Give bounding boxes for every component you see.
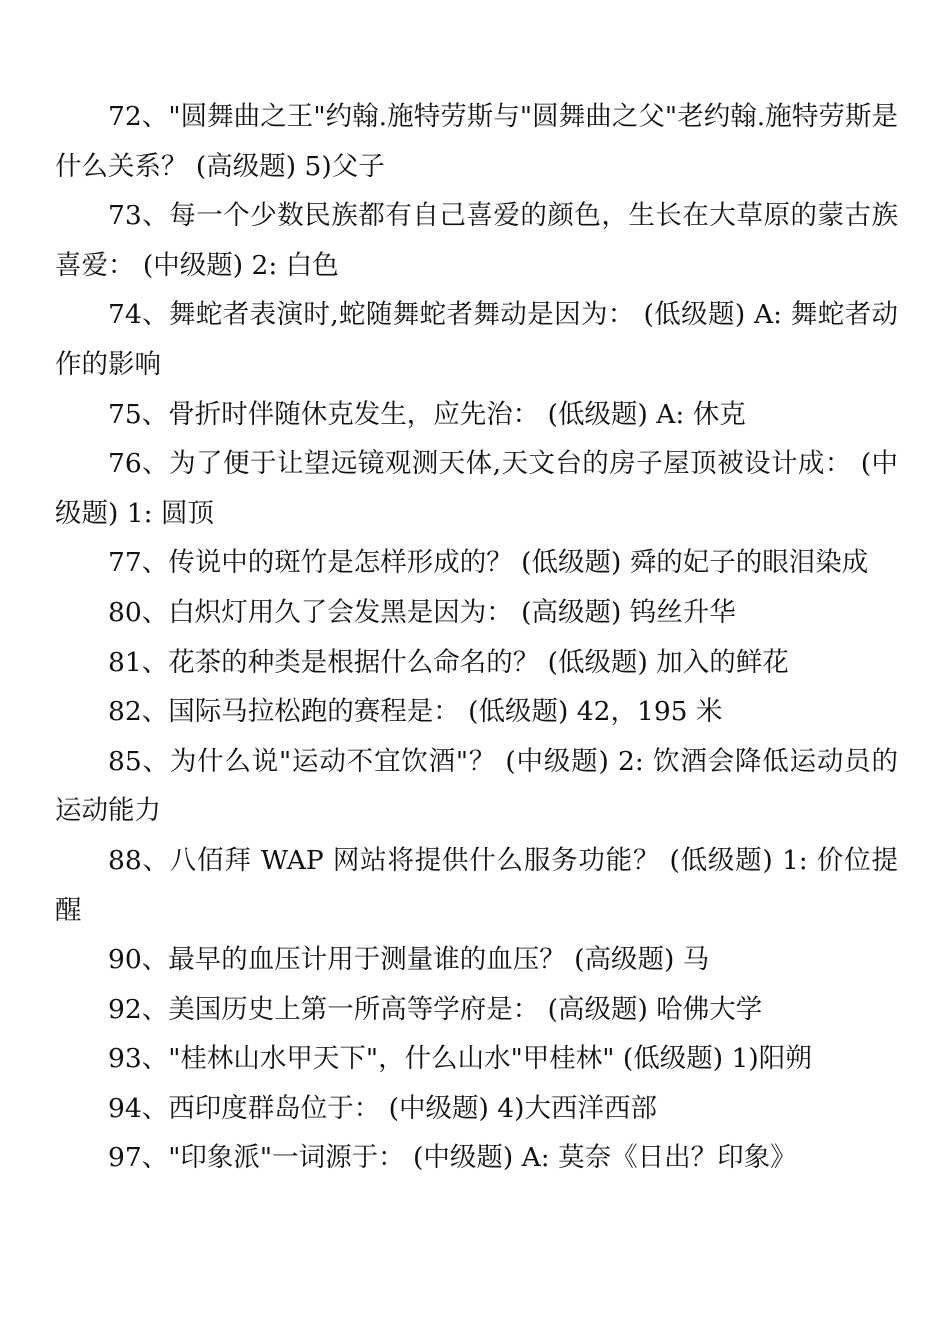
question-item: 75、骨折时伴随休克发生，应先治： (低级题) A: 休克 [108,398,746,430]
question-item: 82、国际马拉松跑的赛程是： (低级题) 42，195 米 [108,696,723,728]
question-item: 92、美国历史上第一所高等学府是： (高级题) 哈佛大学 [108,993,763,1025]
question-item: 73、每一个少数民族都有自己喜爱的颜色，生长在大草原的蒙古族喜爱： (中级题) 2: 白色 [55,200,898,281]
question-item: 80、白炽灯用久了会发黑是因为： (高级题) 钨丝升华 [108,596,736,628]
question-item: 77、传说中的斑竹是怎样形成的？ (低级题) 舜的妃子的眼泪染成 [108,547,869,579]
question-item: 74、舞蛇者表演时,蛇随舞蛇者舞动是因为： (低级题) A: 舞蛇者动作的影响 [55,299,898,380]
question-item: 88、八佰拜 WAP 网站将提供什么服务功能？ (低级题) 1: 价位提醒 [55,844,898,926]
question-item: 97、"印象派"一词源于： (中级题) A: 莫奈《日出？印象》 [108,1142,797,1174]
question-item: 76、为了便于让望远镜观测天体,天文台的房子屋顶被设计成： (中级题) 1: 圆顶 [55,448,898,529]
question-item: 90、最早的血压计用于测量谁的血压？ (高级题) 马 [108,944,710,976]
question-item: 85、为什么说"运动不宜饮酒"？ (中级题) 2: 饮酒会降低运动员的运动能力 [55,745,898,827]
question-item: 93、"桂林山水甲天下"，什么山水"甲桂林" (低级题) 1)阳朔 [108,1043,812,1075]
question-item: 72、"圆舞曲之王"约翰.施特劳斯与"圆舞曲之父"老约翰.施特劳斯是什么关系？ (高级题) 5)父子 [55,101,898,182]
document-page [55,92,898,1183]
question-item: 81、花茶的种类是根据什么命名的？ (低级题) 加入的鲜花 [108,646,789,678]
question-item: 94、西印度群岛位于： (中级题) 4)大西洋西部 [108,1092,657,1124]
